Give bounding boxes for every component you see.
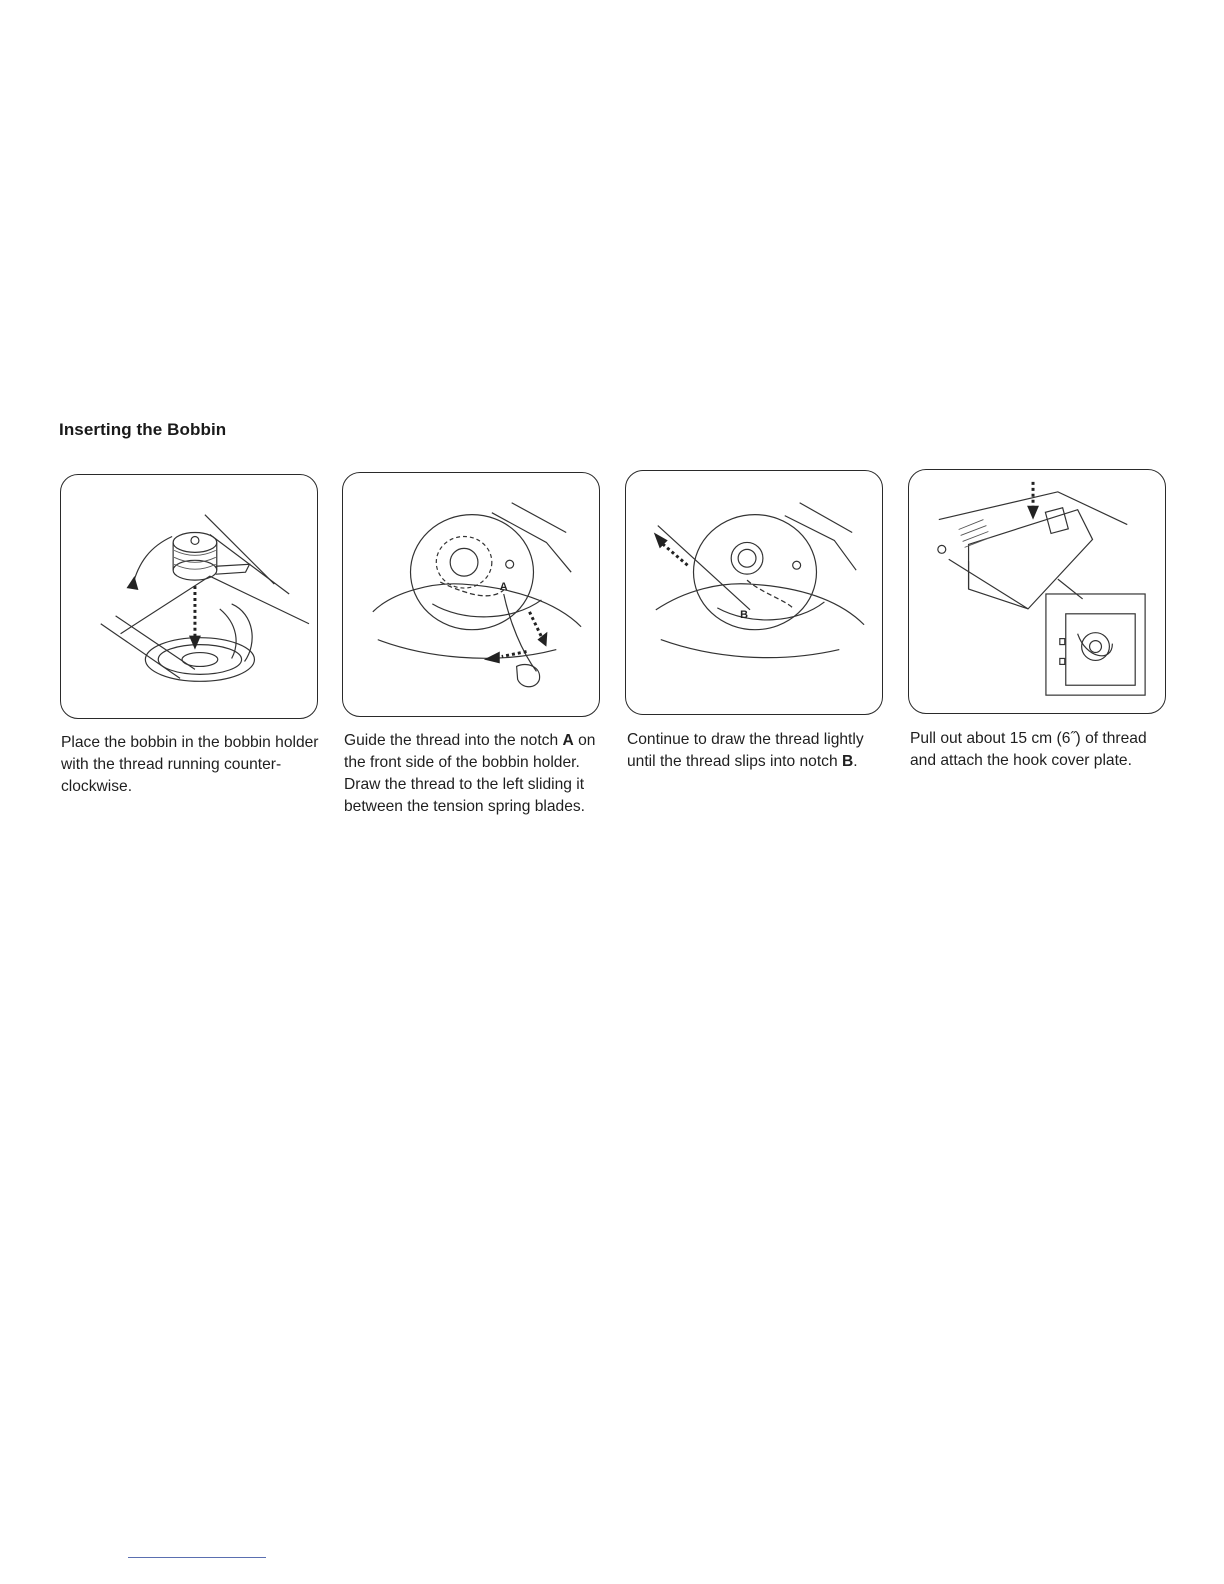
step-3-text-after: . xyxy=(853,753,858,770)
step-4-illustration xyxy=(908,469,1166,714)
step-2-text-after: on the front side of the bobbin holder. Draw the thread to the left sliding it between the tension spring blades. xyxy=(344,732,596,815)
step-2-text xyxy=(344,730,606,818)
bobbin-placement-drawing xyxy=(61,475,317,718)
step-3-text xyxy=(627,729,889,773)
section-title: Inserting the Bobbin xyxy=(59,420,227,439)
notch-b-threading-drawing xyxy=(626,471,882,714)
step-3-notch-label: B xyxy=(841,753,854,770)
step-1-text: Place the bobbin in the bobbin holder with the thread running counter-clockwise. xyxy=(61,734,319,795)
step-2-text-before: Guide the thread into the notch xyxy=(344,732,563,749)
notch-a-label: A xyxy=(499,581,508,594)
step-2-illustration xyxy=(342,472,600,717)
step-2-notch-label: A xyxy=(562,732,574,749)
step-3-text-before: Continue to draw the thread lightly until the thread slips into notch xyxy=(627,731,864,770)
notch-b-label: B xyxy=(740,608,749,621)
notch-a-threading-drawing xyxy=(343,473,599,716)
footer-rule xyxy=(128,1557,266,1558)
hook-cover-plate-drawing xyxy=(909,470,1165,713)
step-3-illustration xyxy=(625,470,883,715)
step-1-illustration xyxy=(60,474,318,719)
step-4-text: Pull out about 15 cm (6˝) of thread and attach the hook cover plate. xyxy=(910,730,1147,769)
